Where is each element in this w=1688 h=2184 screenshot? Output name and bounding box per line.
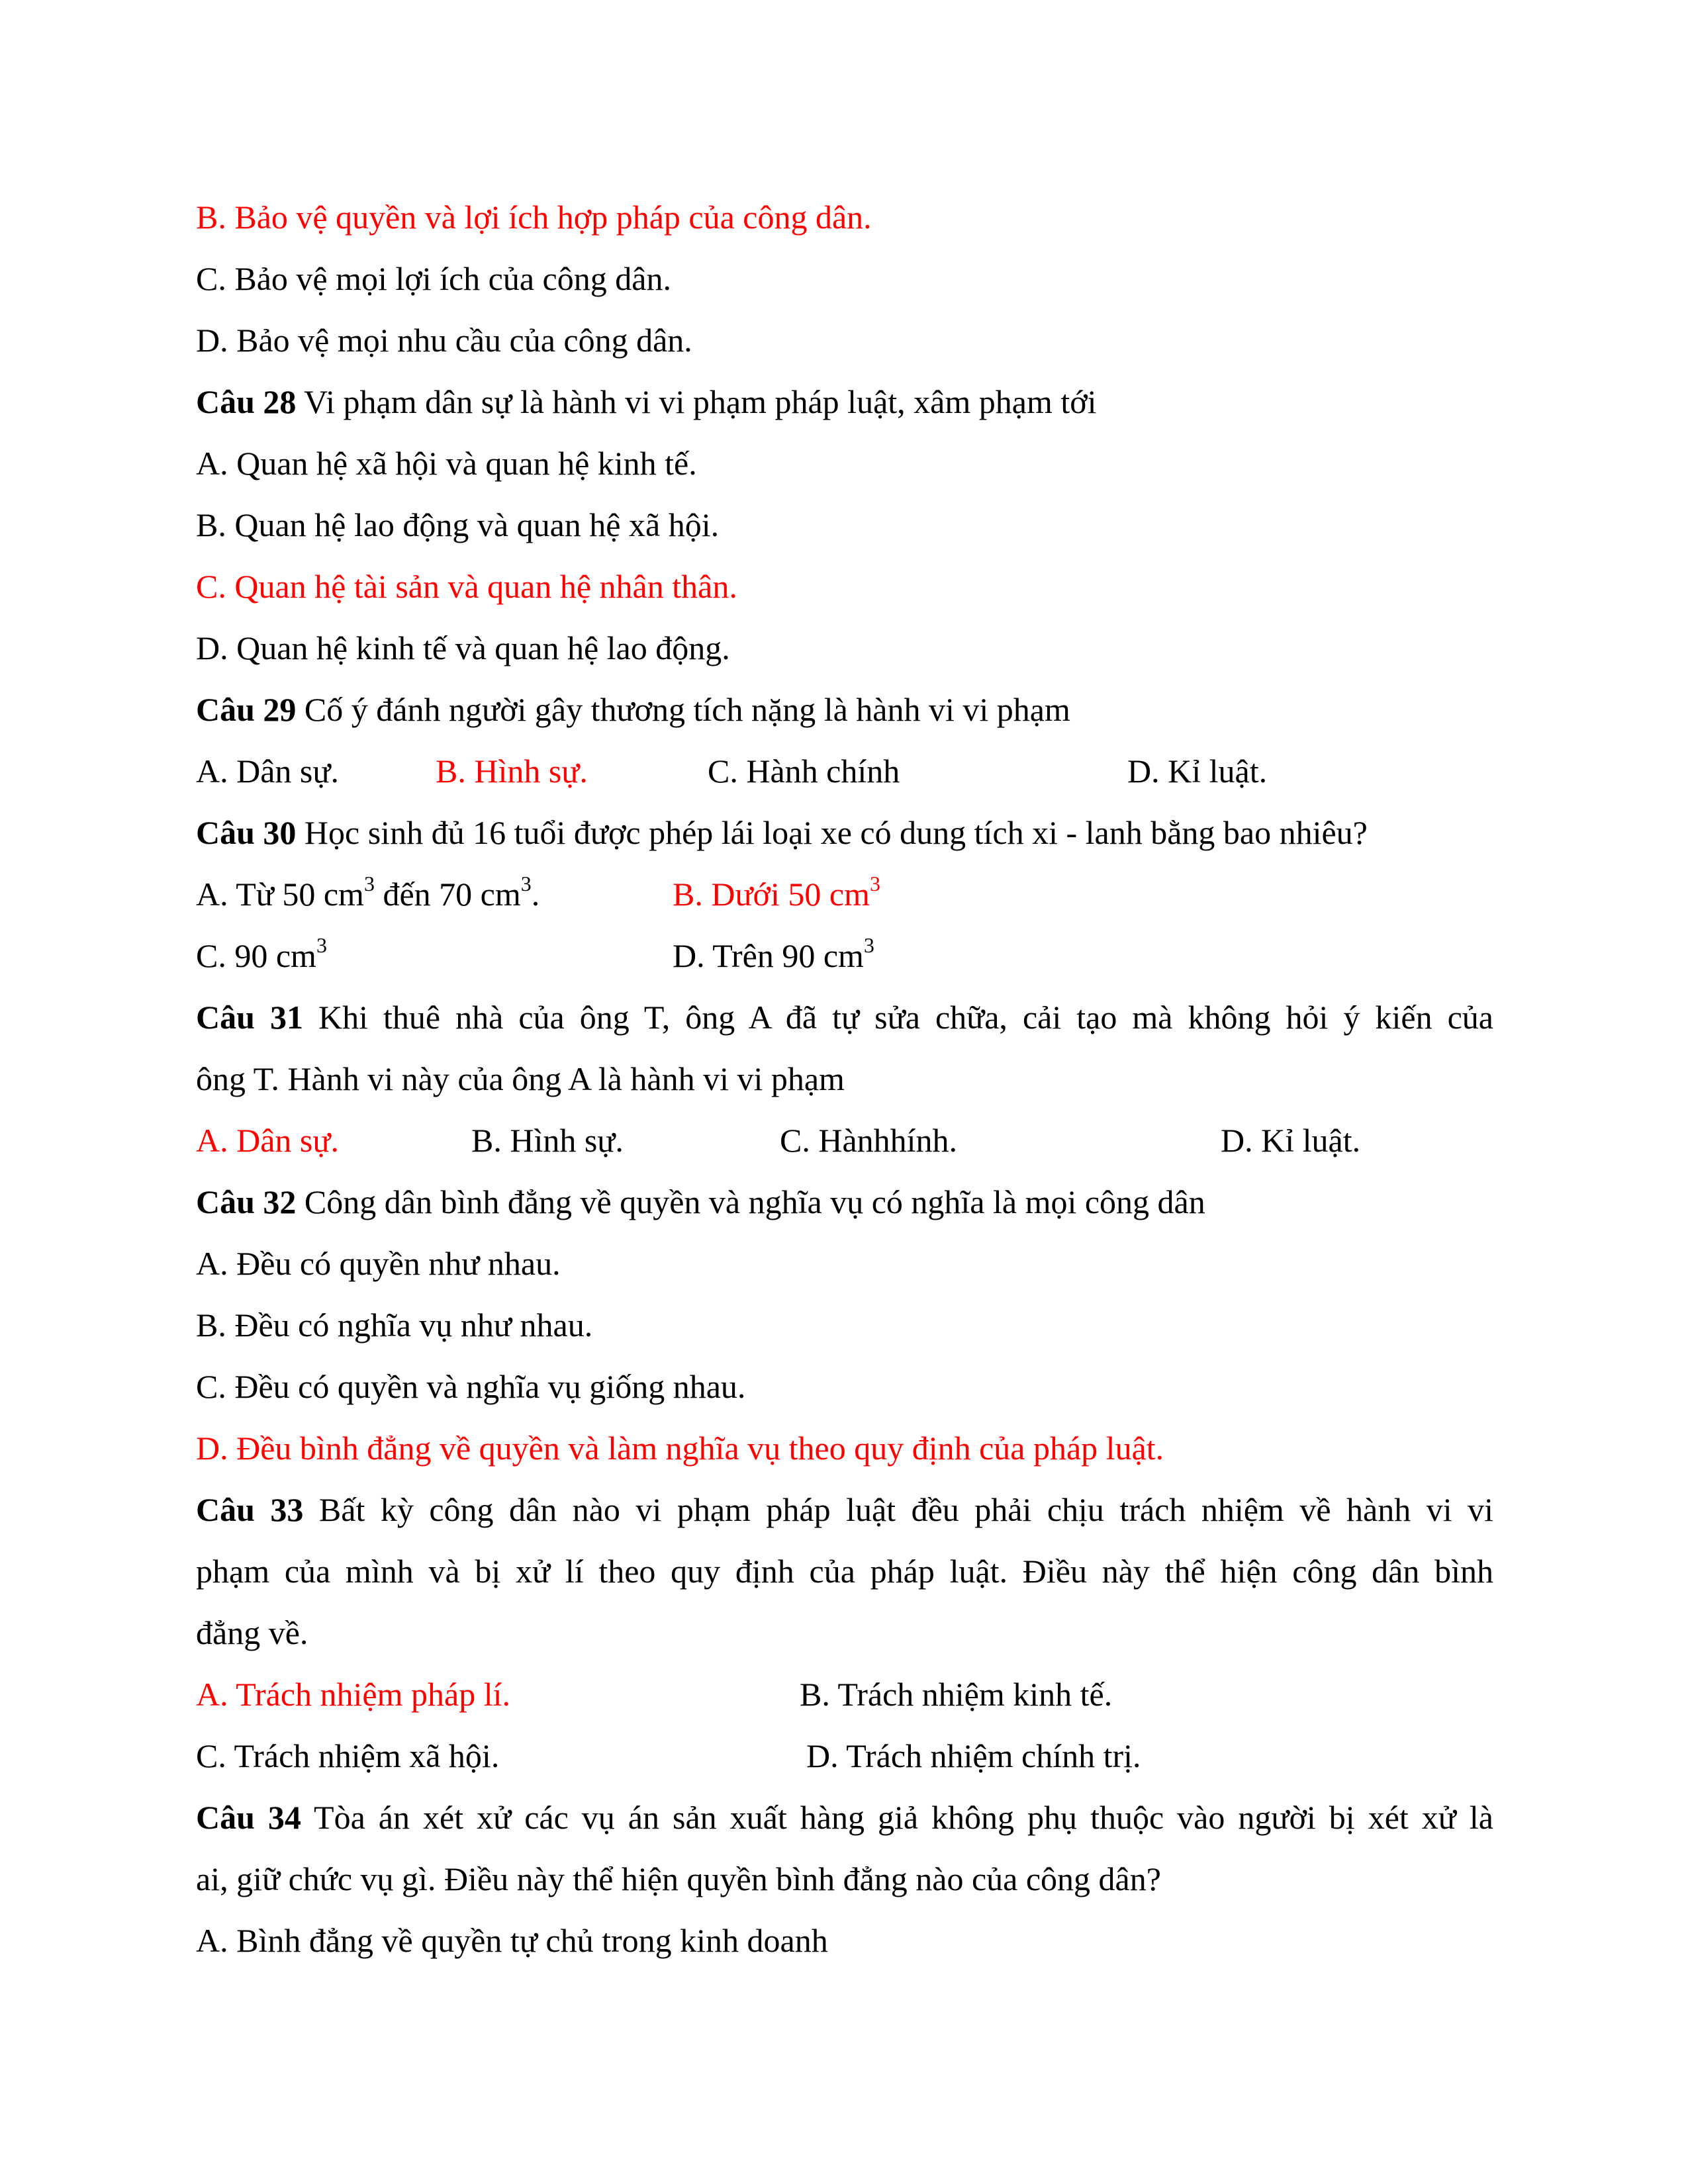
q29-stem xyxy=(196,690,1070,729)
q28-option-d: D. Quan hệ kinh tế và quan hệ lao động. xyxy=(196,629,730,666)
q29-option-d: D. Kỉ luật. xyxy=(1127,752,1268,790)
q30-option-c-text: C. 90 cm xyxy=(196,937,316,974)
q31-stem-line2: ông T. Hành vi này của ông A là hành vi vi phạm xyxy=(196,1060,845,1097)
q27-option-b: B. Bảo vệ quyền và lợi ích hợp pháp của công dân. xyxy=(196,199,872,236)
q29-text: Cố ý đánh người gây thương tích nặng là hành vi vi phạm xyxy=(296,691,1070,728)
q30-option-b-exp: 3 xyxy=(869,872,880,895)
q30-option-c-exp: 3 xyxy=(316,933,327,957)
q29-option-b: B. Hình sự. xyxy=(436,752,588,790)
q32-stem xyxy=(196,1182,1205,1222)
q28-option-b: B. Quan hệ lao động và quan hệ xã hội. xyxy=(196,506,720,543)
q33-label: Câu 33 xyxy=(196,1491,304,1528)
q29-option-c: C. Hành chính xyxy=(708,752,900,790)
q33-stem-line3: đẳng về. xyxy=(196,1614,308,1651)
q31-option-c: C. Hànhhính. xyxy=(780,1122,958,1159)
q27-option-c: C. Bảo vệ mọi lợi ích của công dân. xyxy=(196,260,671,297)
q33-text-1: Bất kỳ công dân nào vi phạm pháp luật đều phải chịu trách nhiệm về hành vi vi xyxy=(303,1491,1493,1528)
q33-options-row-2 xyxy=(196,1736,1493,1776)
q31-option-b: B. Hình sự. xyxy=(471,1122,624,1159)
q33-option-c: C. Trách nhiệm xã hội. xyxy=(196,1737,500,1774)
q30-label: Câu 30 xyxy=(196,814,297,851)
q28-stem xyxy=(196,382,1097,422)
q34-stem-line1 xyxy=(196,1797,1493,1837)
q29-option-a: A. Dân sự. xyxy=(196,752,339,790)
q28-label: Câu 28 xyxy=(196,383,297,420)
q30-option-a-exp2: 3 xyxy=(520,872,532,895)
q34-text-1: Tòa án xét xử các vụ án sản xuất hàng giả không phụ thuộc vào người bị xét xử là xyxy=(301,1799,1494,1836)
q30-option-a-part1: A. Từ 50 cm xyxy=(196,876,364,913)
q30-option-d xyxy=(673,933,874,976)
q28-option-a: A. Quan hệ xã hội và quan hệ kinh tế. xyxy=(196,445,697,482)
q33-stem-line2: phạm của mình và bị xử lí theo quy định của pháp luật. Điều này thể hiện công dân bình xyxy=(196,1553,1493,1590)
q28-text: Vi phạm dân sự là hành vi vi phạm pháp luật, xâm phạm tới xyxy=(296,383,1097,420)
q30-option-b xyxy=(673,874,880,914)
q32-label: Câu 32 xyxy=(196,1183,297,1220)
q27-option-d: D. Bảo vệ mọi nhu cầu của công dân. xyxy=(196,322,692,359)
q31-option-d: D. Kỉ luật. xyxy=(1221,1122,1361,1159)
q30-text: Học sinh đủ 16 tuổi được phép lái loại xe có dung tích xi - lanh bằng bao nhiêu? xyxy=(296,814,1368,851)
q31-stem-line1 xyxy=(196,997,1493,1037)
q30-options-row-2 xyxy=(196,933,1493,976)
q30-option-a-part2: đến 70 cm xyxy=(374,876,521,913)
q30-stem xyxy=(196,813,1368,852)
q31-label: Câu 31 xyxy=(196,999,303,1036)
q33-options-row-1 xyxy=(196,1674,1493,1714)
q32-text: Công dân bình đẳng về quyền và nghĩa vụ có nghĩa là mọi công dân xyxy=(296,1183,1205,1220)
q32-option-c: C. Đều có quyền và nghĩa vụ giống nhau. xyxy=(196,1368,746,1405)
q30-options-row-1 xyxy=(196,874,1493,914)
q33-option-d: D. Trách nhiệm chính trị. xyxy=(806,1737,1141,1774)
q30-option-b-text: B. Dưới 50 cm xyxy=(673,876,870,913)
q30-option-a-part3: . xyxy=(531,876,540,913)
q34-stem-line2: ai, giữ chức vụ gì. Điều này thể hiện quyền bình đẳng nào của công dân? xyxy=(196,1860,1161,1897)
q31-option-a: A. Dân sự. xyxy=(196,1122,339,1159)
q33-option-b: B. Trách nhiệm kinh tế. xyxy=(800,1676,1113,1713)
q32-option-d: D. Đều bình đẳng về quyền và làm nghĩa vụ theo quy định của pháp luật. xyxy=(196,1430,1164,1467)
q30-option-c xyxy=(196,933,327,976)
q29-label: Câu 29 xyxy=(196,691,297,728)
q33-stem-line1 xyxy=(196,1490,1493,1529)
q31-options-row xyxy=(196,1120,1493,1160)
q34-option-a: A. Bình đẳng về quyền tự chủ trong kinh doanh xyxy=(196,1922,828,1959)
q30-option-d-exp: 3 xyxy=(863,933,874,957)
q28-option-c: C. Quan hệ tài sản và quan hệ nhân thân. xyxy=(196,568,737,605)
q32-option-b: B. Đều có nghĩa vụ như nhau. xyxy=(196,1306,593,1343)
q31-text-1: Khi thuê nhà của ông T, ông A đã tự sửa chữa, cải tạo mà không hỏi ý kiến của xyxy=(303,999,1493,1036)
q30-option-d-text: D. Trên 90 cm xyxy=(673,937,864,974)
q32-option-a: A. Đều có quyền như nhau. xyxy=(196,1245,561,1282)
q30-option-a xyxy=(196,874,539,914)
q33-option-a: A. Trách nhiệm pháp lí. xyxy=(196,1676,510,1713)
q29-options-row xyxy=(196,751,1493,791)
q34-label: Câu 34 xyxy=(196,1799,301,1836)
q30-option-a-exp1: 3 xyxy=(363,872,375,895)
